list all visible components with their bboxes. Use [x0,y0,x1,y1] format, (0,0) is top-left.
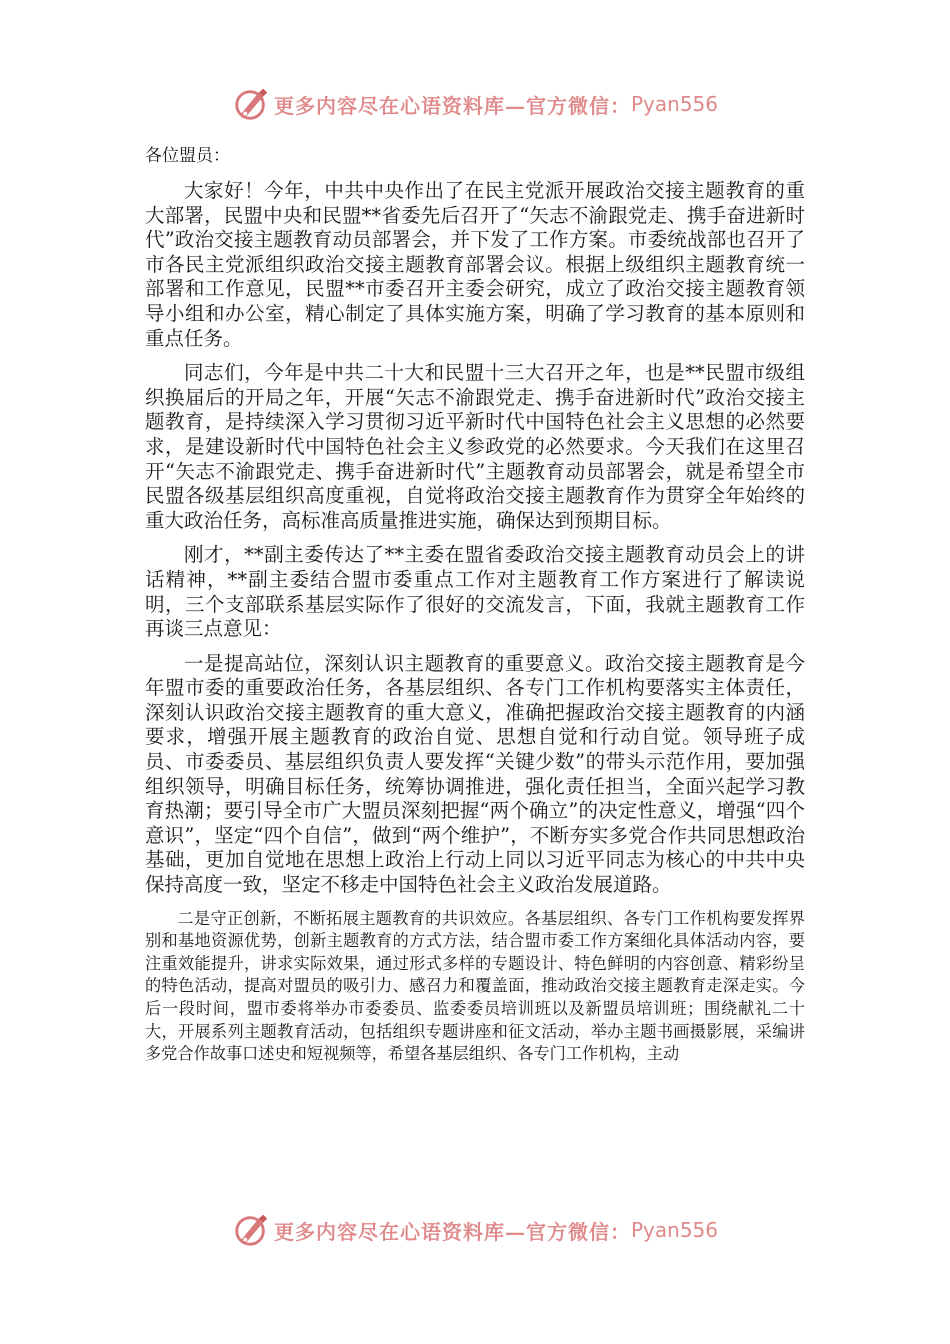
header-watermark-banner [0,82,950,126]
pen-nib-logo-icon [232,1211,270,1249]
pen-nib-logo-icon [232,85,270,123]
paragraph-significance: 同志们，今年是中共二十大和民盟十三大召开之年，也是**民盟市级组织换届后的开局之年，开展“矢志不渝跟党走、携手奋进新时代”政治交接主题教育，是持续深入学习贯彻习近平新时代中国特色社会主义思想的必然要求，是建设新时代中国特色社会主义参政党的必然要求。今天我们在这里召开“矢志不渝跟党走、携手奋进新时代”主题教育动员部署会，就是希望全市民盟各级基层组织高度重视，自觉将政治交接主题教育作为贯穿全年始终的重大政治任务，高标准高质量推进实施，确保达到预期目标。 [145,361,805,532]
banner-wechat-id: Pyan556 [630,92,718,116]
paragraph-point-one: 一是提高站位，深刻认识主题教育的重要意义。政治交接主题教育是今年盟市委的重要政治任务，各基层组织、各专门工作机构要落实主体责任，深刻认识政治交接主题教育的重大意义，准确把握政治交接主题教育的内涵要求，增强开展主题教育的政治自觉、思想自觉和行动自觉。领导班子成员、市委委员、基层组织负责人要发挥“关键少数”的带头示范作用，要加强组织领导，明确目标任务，统筹协调推进，强化责任担当，全面兴起学习教育热潮；要引导全市广大盟员深刻把握“两个确立”的决定性意义，增强“四个意识”，坚定“四个自信”，做到“两个维护”，不断夯实多党合作共同思想政治基础，更加自觉地在思想上政治上行动上同以习近平同志为核心的中共中央保持高度一致，坚定不移走中国特色社会主义政治发展道路。 [145,651,805,897]
paragraph-opening: 大家好！今年，中共中央作出了在民主党派开展政治交接主题教育的重大部署，民盟中央和民盟**省委先后召开了“矢志不渝跟党走、携手奋进新时代”政治交接主题教育动员部署会，并下发了工作方案。市委统战部也召开了市各民主党派组织政治交接主题教育部署会议。根据上级组织主题教育统一部署和工作意见，民盟**市委召开主委会研究，成立了政治交接主题教育领导小组和办公室，精心制定了具体实施方案，明确了学习教育的基本原则和重点任务。 [145,179,805,350]
banner-site-text: 更多内容尽在心语资料库—官方微信： [273,1219,631,1244]
document-body [145,143,805,1076]
paragraph-point-two: 二是守正创新，不断拓展主题教育的共识效应。各基层组织、各专门工作机构要发挥界别和基地资源优势，创新主题教育的方式方法，结合盟市委工作方案细化具体活动内容，要注重效能提升，讲求实际效果，通过形式多样的专题设计、特色鲜明的内容创意、精彩纷呈的特色活动，提高对盟员的吸引力、感召力和覆盖面，推动政治交接主题教育走深走实。今后一段时间，盟市委将举办市委委员、监委委员培训班以及新盟员培训班；围绕献礼二十大，开展系列主题教育活动，包括组织专题讲座和征文活动，举办主题书画摄影展，采编讲多党合作故事口述史和短视频等，希望各基层组织、各专门工作机构，主动 [145,908,805,1064]
salutation: 各位盟员： [145,146,230,166]
banner-wechat-id: Pyan556 [630,1218,718,1242]
paragraph-transition: 刚才，**副主委传达了**主委在盟省委政治交接主题教育动员会上的讲话精神，**副主委结合盟市委重点工作对主题教育工作方案进行了解读说明，三个支部联系基层实际作了很好的交流发言，下面，我就主题教育工作再谈三点意见： [145,543,805,641]
footer-watermark-banner [0,1208,950,1252]
banner-site-text: 更多内容尽在心语资料库—官方微信： [273,93,631,118]
